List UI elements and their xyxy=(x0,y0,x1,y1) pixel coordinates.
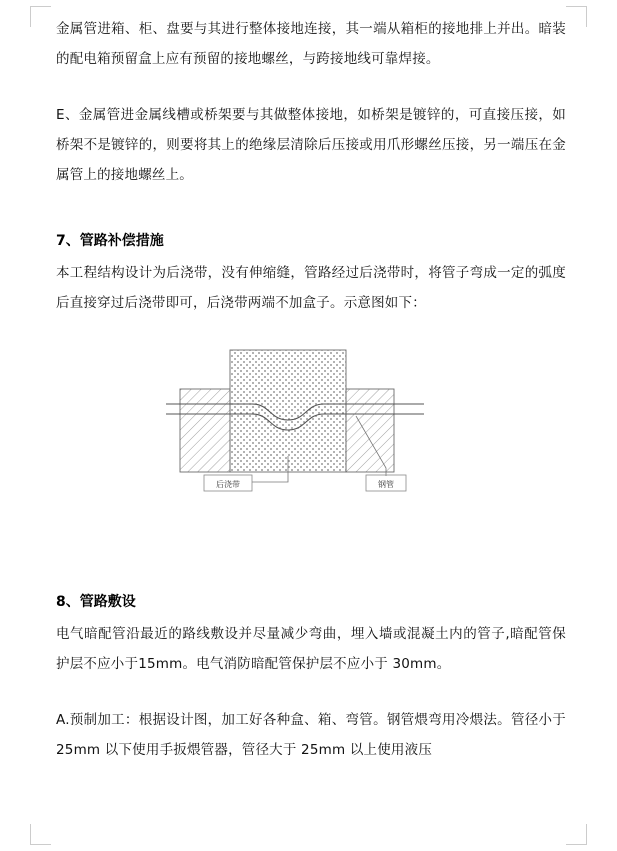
figure-post-cast-strip-diagram xyxy=(56,336,566,551)
paragraph-section-8: 电气暗配管沿最近的路线敷设并尽量减少弯曲，埋入墙或混凝土内的管子,暗配管保护层不应小于15mm。电气消防暗配管保护层不应小于 30mm。 xyxy=(56,626,566,672)
paragraph-metal-pipe-grounding: 金属管进箱、柜、盘要与其进行整体接地连接，其一端从箱柜的接地排上并出。暗装的配电箱预留盒上应有预留的接地螺丝，与跨接地线可靠焊接。 xyxy=(56,21,566,67)
document-content xyxy=(56,14,566,765)
section-spacer xyxy=(56,190,566,226)
crop-mark-top-right xyxy=(566,6,587,27)
crop-mark-top-left xyxy=(30,6,51,27)
paragraph-spacer-2 xyxy=(56,679,566,705)
figure-label-post-cast-strip: 后浇带 xyxy=(216,480,240,489)
crop-mark-bottom-left xyxy=(30,824,51,845)
paragraph-spacer xyxy=(56,74,566,100)
figure-spacer xyxy=(56,561,566,587)
paragraph-section-7: 本工程结构设计为后浇带，没有伸缩缝，管路经过后浇带时，将管子弯成一定的弧度后直接穿过后浇带即可，后浇带两端不加盒子。示意图如下： xyxy=(56,265,566,311)
heading-section-7: 7、管路补偿措施 xyxy=(56,233,164,249)
paragraph-section-8-a: A.预制加工：根据设计图，加工好各种盒、箱、弯管。钢管煨弯用冷煨法。管径小于 25mm 以下使用手扳煨管器，管径大于 25mm 以上使用液压 xyxy=(56,712,566,758)
crop-mark-bottom-right xyxy=(566,824,587,845)
figure-label-steel-pipe: 钢管 xyxy=(378,480,394,489)
heading-section-8: 8、管路敷设 xyxy=(56,594,136,610)
paragraph-item-e: E、金属管进金属线槽或桥架要与其做整体接地，如桥架是镀锌的，可直接压接，如桥架不是镀锌的，则要将其上的绝缘层清除后压接或用爪形螺丝压接，另一端压在金属管上的接地螺丝上。 xyxy=(56,107,566,183)
